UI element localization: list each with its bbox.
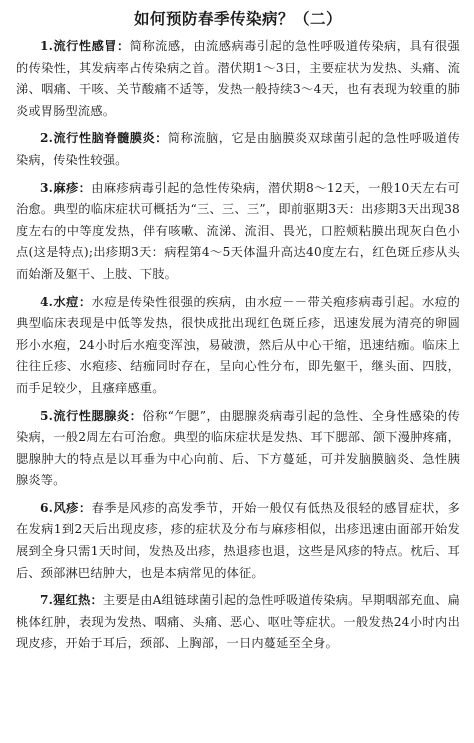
paragraph-heading: 7.猩红热： (40, 593, 103, 608)
paragraph-rubella (16, 498, 460, 584)
paragraph-measles (16, 178, 460, 286)
paragraph-heading: 3.麻疹： (40, 180, 92, 195)
paragraph-body: 春季是风疹的高发季节，开始一般仅有低热及很轻的感冒症状，多在发病1到2天后出现皮疹，疹的症状及分布与麻疹相似，出疹迅速由面部开始发展到全身只需1天时间，发热及出疹，热退疹也退，这些是风疹的特点。枕后、耳后、颈部淋巴结肿大，也是本病常见的体征。 (16, 500, 460, 580)
paragraph-heading: 6.风疹： (40, 500, 92, 515)
paragraph-mumps (16, 406, 460, 492)
paragraph-meningitis (16, 128, 460, 171)
paragraph-heading: 5.流行性腮腺炎： (40, 408, 143, 423)
paragraph-chickenpox (16, 292, 460, 400)
paragraph-body: 主要是由A组链球菌引起的急性呼吸道传染病。早期咽部充血、扁桃体红肿，表现为发热、咽痛、头痛、恶心、呕吐等症状。一般发热24小时内出现皮疹，开始于耳后，颈部、上胸部，一日内蔓延至全身。 (16, 593, 460, 651)
paragraph-scarlet-fever (16, 590, 460, 655)
paragraph-heading: 1.流行性感冒： (40, 39, 130, 53)
paragraph-influenza (16, 36, 460, 122)
paragraph-body: 简称流脑，它是由脑膜炎双球菌引起的急性呼吸道传染病，传染性较强。 (16, 131, 460, 167)
paragraph-body: 简称流感，由流感病毒引起的急性呼吸道传染病，具有很强的传染性，其发病率占传染病之首。潜伏期1～3日，主要症状为发热、头痛、流涕、咽痛、干咳、关节酸痛不适等，发热一般持续3～4天，也有表现为较重的肺炎或胃肠型流感。 (16, 39, 461, 118)
paragraph-heading: 2.流行性脑脊髓膜炎： (40, 131, 168, 146)
document-title: 如何预防春季传染病？（二） (133, 9, 342, 28)
paragraph-body: 水痘是传染性很强的疾病，由水痘－－带关疱疹病毒引起。水痘的典型临床表现是中低等发热，很快成批出现红色斑丘疹，迅速发展为清亮的卵圆形小水疱，24小时后水疱变浑浊，易破溃，然后从中心干缩，迅速结痂。临床上往往丘疹、水疱疹、结痂同时存在，呈向心性分布，即先躯干，继头面、四肢，而手足较少，且瘙痒感重。 (16, 294, 460, 395)
paragraph-body: 俗称“乍腮”，由腮腺炎病毒引起的急性、全身性感染的传染病，一般2周左右可治愈。典型的临床症状是发热、耳下腮部、颌下漫肿疼痛，腮腺肿大的特点是以耳垂为中心向前、后、下方蔓延，可并发脑膜脑炎、急性胰腺炎等。 (16, 408, 460, 488)
paragraph-body: 由麻疹病毒引起的急性传染病，潜伏期8～12天，一般10天左右可治愈。典型的临床症状可概括为“三、三、三”，即前驱期3天：出疹期3天出现38度左右的中等度发热，伴有咳嗽、流涕、流泪、畏光，口腔颊粘膜出现灰白色小点(这是特点);出疹期3天：病程第4～5天体温升高达40度左右，红色斑丘疹从头而始渐及躯干、上肢、下肢。 (16, 180, 460, 281)
paragraph-heading: 4.水痘： (40, 294, 92, 309)
